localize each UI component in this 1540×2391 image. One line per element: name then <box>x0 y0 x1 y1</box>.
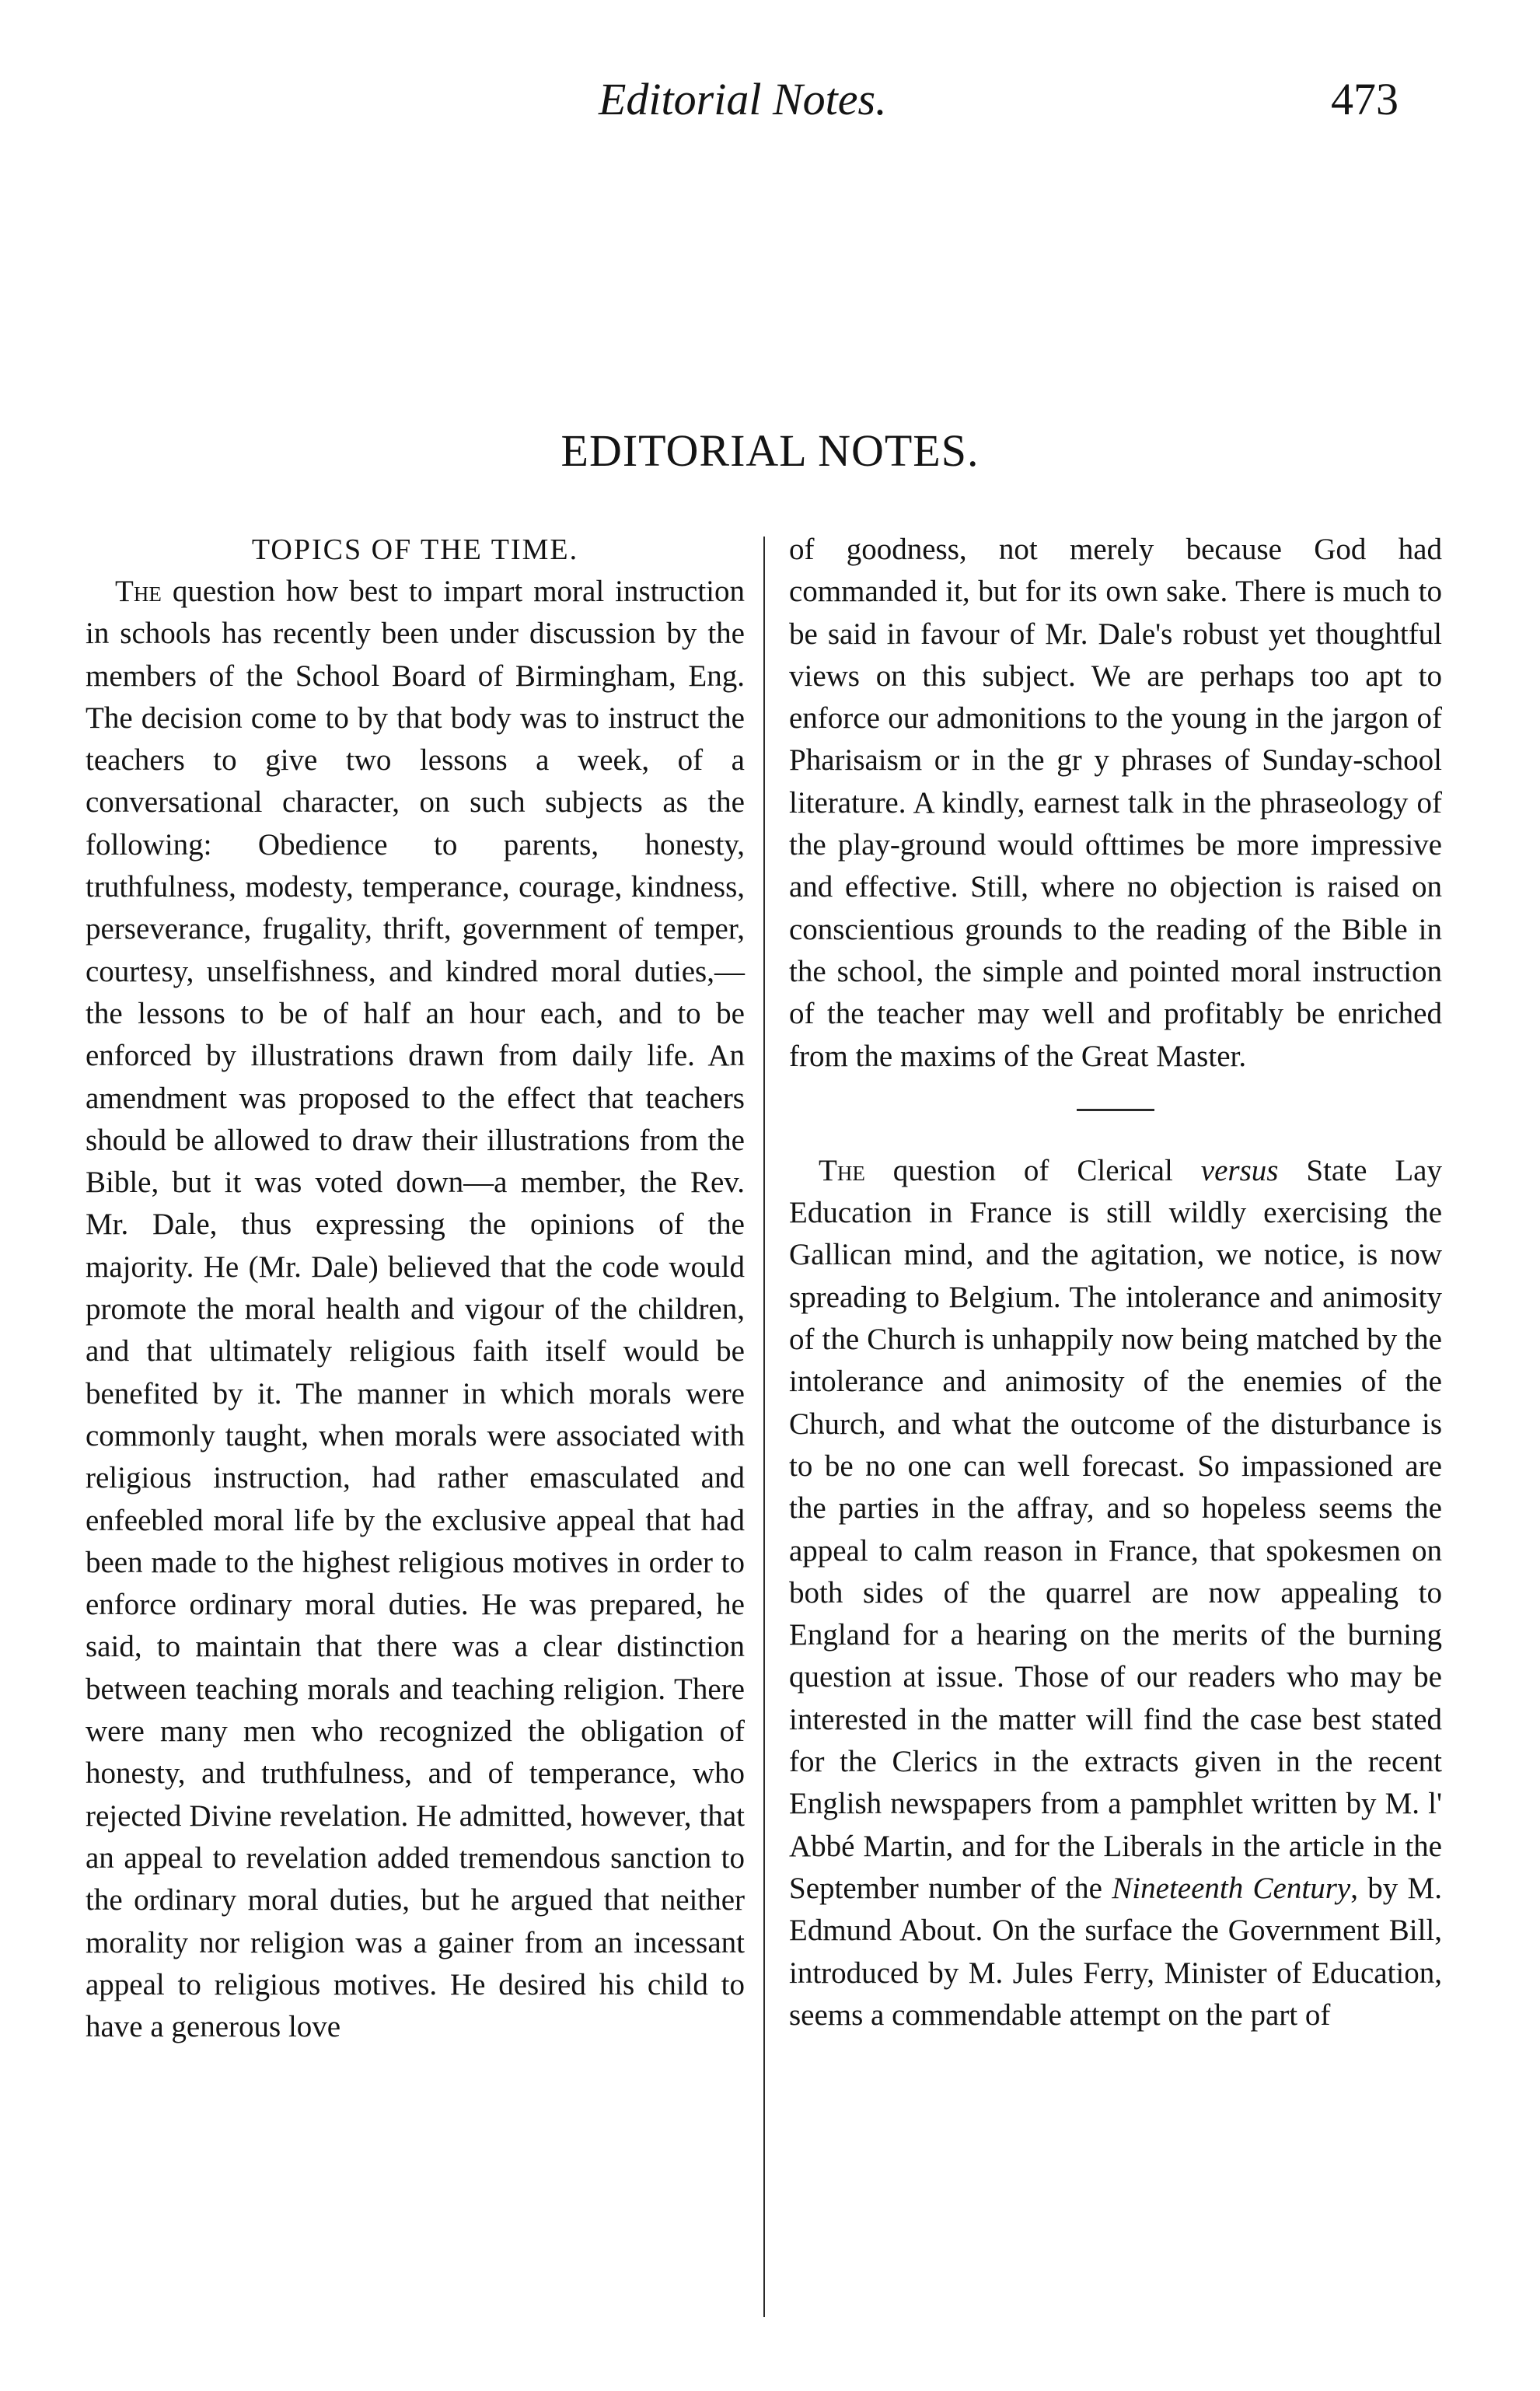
running-title: Editorial Notes. <box>599 74 887 124</box>
paragraph-moral-instruction <box>86 571 745 2048</box>
paragraph-text: State Lay Education in France is still wildly exercising the Gallican mind, and the agitation, we notice, is now spreading to Belgium. The intolerance and animosity of the Church is unhappily now being matched by the intolerance and animosity of the enemies of the Church, and what the outcome of the disturbance is to be no one can well forecast. So impassioned are the parties in the affray, and so hopeless seems the appeal to calm reason in France, that spokesmen on both sides of the quarrel are now appealing to England for a hearing on the merits of the burning question at issue. Those of our readers who may be interested in the matter will find the case best stated for the Clerics in the extracts given in the recent English newspapers from a pamphlet written by M. l' Abbé Martin, and for the Liberals in the article in the September number of the <box>789 1153 1442 1905</box>
page-number: 473 <box>1331 74 1399 124</box>
paragraph-text: , by M. Edmund About. On the surface the Government Bill, introduced by M. Jules Ferry, Minister of Education, seems a commendable attempt on the part of <box>789 1871 1442 2032</box>
paragraph-clerical-education <box>789 1150 1442 2036</box>
paragraph-moral-instruction-continued: of goodness, not merely because God had commanded it, but for its own sake. There is much to be said in favour of Mr. Dale's robust yet thoughtful views on this subject. We are perhaps too apt to enforce our admonitions to the young in the jargon of Pharisaism or in the gr y phrases of Sunday-school literature. A kindly, earnest talk in the phraseology of the play-ground would ofttimes be more impressive and effective. Still, where no objection is raised on conscientious grounds to the reading of the Bible in the school, the simple and pointed moral instruction of the teacher may well and profitably be enriched from the maxims of the Great Master. <box>789 533 1442 1073</box>
subheading: TOPICS OF THE TIME. <box>251 533 579 566</box>
paragraph-body: question how best to impart moral instruction in schools has recently been under discussion by the members of the School Board of Birmingham, Eng. The decision come to by that body was to instruct the teachers to give two lessons a week, of a conversational character, on such subjects as the following: Obedience to parents, honesty, truthfulness, modesty, temperance, courage, kindness, perseverance, frugality, thrift, government of temper, courtesy, unselfishness, and kindred moral duties,—the lessons to be of half an hour each, and to be enforced by illustrations drawn from daily life. An amendment was proposed to the effect that teachers should be allowed to draw their illustrations from the Bible, but it was voted down—a member, the Rev. Mr. Dale, thus expressing the opinions of the majority. He (Mr. Dale) believed that the code would promote the moral health and vigour of the children, and that ultimately religious faith itself would be benefited by it. The manner in which morals were commonly taught, when morals were associated with religious instruction, had rather emasculated and enfeebled moral life by the exclusive appeal that had been made to the highest religious motives in order to enforce ordinary moral duties. He was prepared, he said, to maintain that there was a clear distinction between teaching morals and teaching religion. There were many men who recognized the obligation of honesty, and truthfulness, and of temperance, who rejected Divine revelation. He admitted, however, that an appeal to revelation added tremendous sanction to the ordinary moral duties, but he argued that neither morality nor religion was a gainer from an incessant appeal to religious motives. He desired his child to have a generous love <box>86 575 745 2044</box>
running-head <box>0 72 1540 134</box>
paragraph-lead: The <box>115 575 162 608</box>
section-separator-rule <box>1077 1109 1154 1111</box>
journal-title: Nineteenth Century <box>1112 1871 1351 1905</box>
paragraph-lead: The <box>819 1153 865 1187</box>
left-column <box>86 529 745 2048</box>
section-title: EDITORIAL NOTES. <box>560 425 980 476</box>
paragraph-text: question of Clerical <box>864 1153 1201 1187</box>
italic-versus: versus <box>1200 1153 1279 1187</box>
column-divider <box>763 537 765 2317</box>
right-column <box>789 529 1442 2036</box>
